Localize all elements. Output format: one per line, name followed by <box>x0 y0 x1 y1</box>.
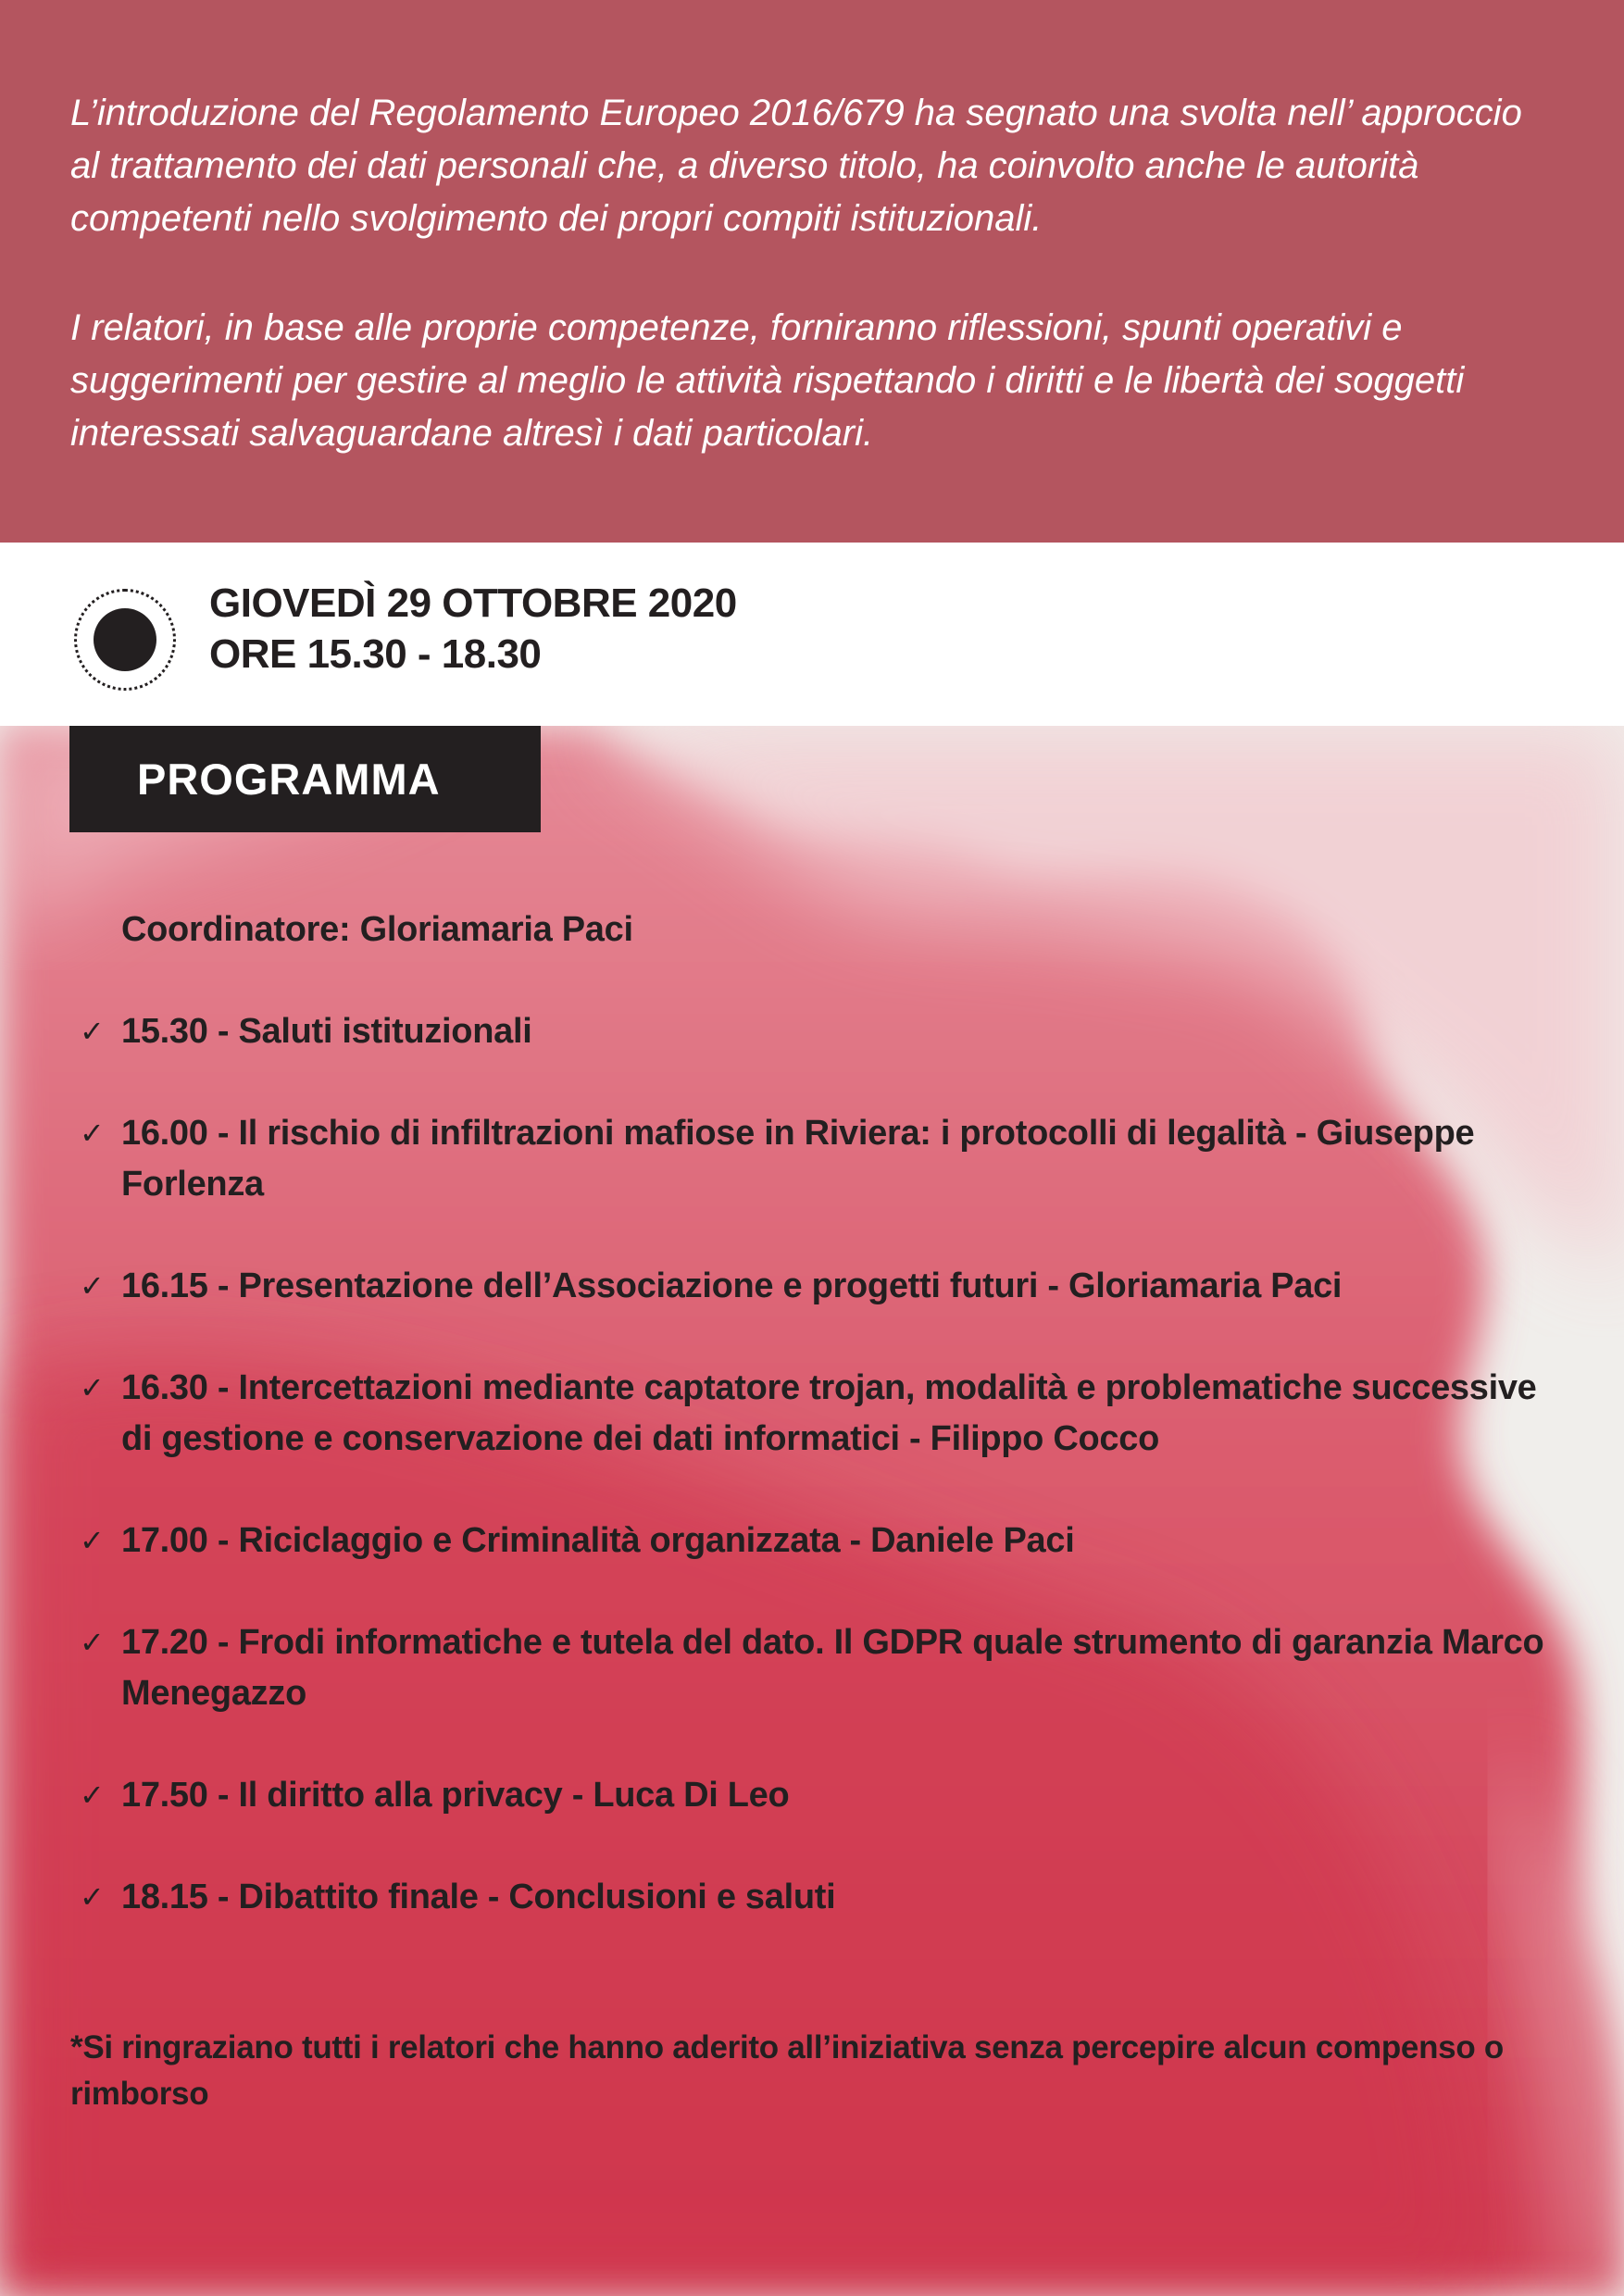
program-item: 17.50 - Il diritto alla privacy - Luca Di Leo <box>121 1776 790 1815</box>
checkmark-icon: ✓ <box>80 1117 105 1150</box>
intro-band <box>0 0 1624 543</box>
checkmark-icon: ✓ <box>80 1778 105 1812</box>
clock-icon <box>74 589 176 691</box>
programma-heading: PROGRAMMA <box>69 726 541 832</box>
checkmark-icon: ✓ <box>80 1015 105 1048</box>
checkmark-icon: ✓ <box>80 1626 105 1659</box>
footnote: *Si ringraziano tutti i relatori che hanno aderito all’iniziativa senza percepire alcun compenso o rimborso <box>70 2029 1504 2112</box>
intro-paragraph-2: I relatori, in base alle proprie competenze, forniranno riflessioni, spunti operativi e suggerimenti per gestire al meglio le attività rispettando i diritti e le libertà dei soggetti interessati salvaguardane altresì i dati particolari. <box>70 307 1465 454</box>
coordinator: Coordinatore: Gloriamaria Paci <box>121 910 633 949</box>
intro-paragraph-1: L’introduzione del Regolamento Europeo 2016/679 ha segnato una svolta nell’ approccio al trattamento dei dati personali che, a diverso titolo, ha coinvolto anche le autorità competenti nello svolgimento dei propri compiti istituzionali. <box>70 93 1522 239</box>
program-item: 18.15 - Dibattito finale - Conclusioni e saluti <box>121 1878 836 1916</box>
program-item: 16.15 - Presentazione dell’Associazione e progetti futuri - Gloriamaria Paci <box>121 1267 1343 1305</box>
program-item: 16.30 - Intercettazioni mediante captatore trojan, modalità e problematiche successive di gestione e conservazione dei dati informatici - Filippo Cocco <box>121 1368 1537 1458</box>
event-date: GIOVEDÌ 29 OTTOBRE 2020 <box>209 580 737 626</box>
program-item: 17.00 - Riciclaggio e Criminalità organizzata - Daniele Paci <box>121 1521 1075 1560</box>
date-band <box>0 543 1624 726</box>
checkmark-icon: ✓ <box>80 1880 105 1914</box>
checkmark-icon: ✓ <box>80 1371 105 1404</box>
checkmark-icon: ✓ <box>80 1269 105 1303</box>
checkmark-icon: ✓ <box>80 1524 105 1557</box>
event-time: ORE 15.30 - 18.30 <box>209 631 542 677</box>
program-item: 15.30 - Saluti istituzionali <box>121 1012 532 1051</box>
program-item: 17.20 - Frodi informatiche e tutela del dato. Il GDPR quale strumento di garanzia Marco Menegazzo <box>121 1623 1544 1713</box>
clock-dot <box>94 608 156 671</box>
program-item: 16.00 - Il rischio di infiltrazioni mafiose in Riviera: i protocolli di legalità - Giuseppe Forlenza <box>121 1114 1475 1204</box>
